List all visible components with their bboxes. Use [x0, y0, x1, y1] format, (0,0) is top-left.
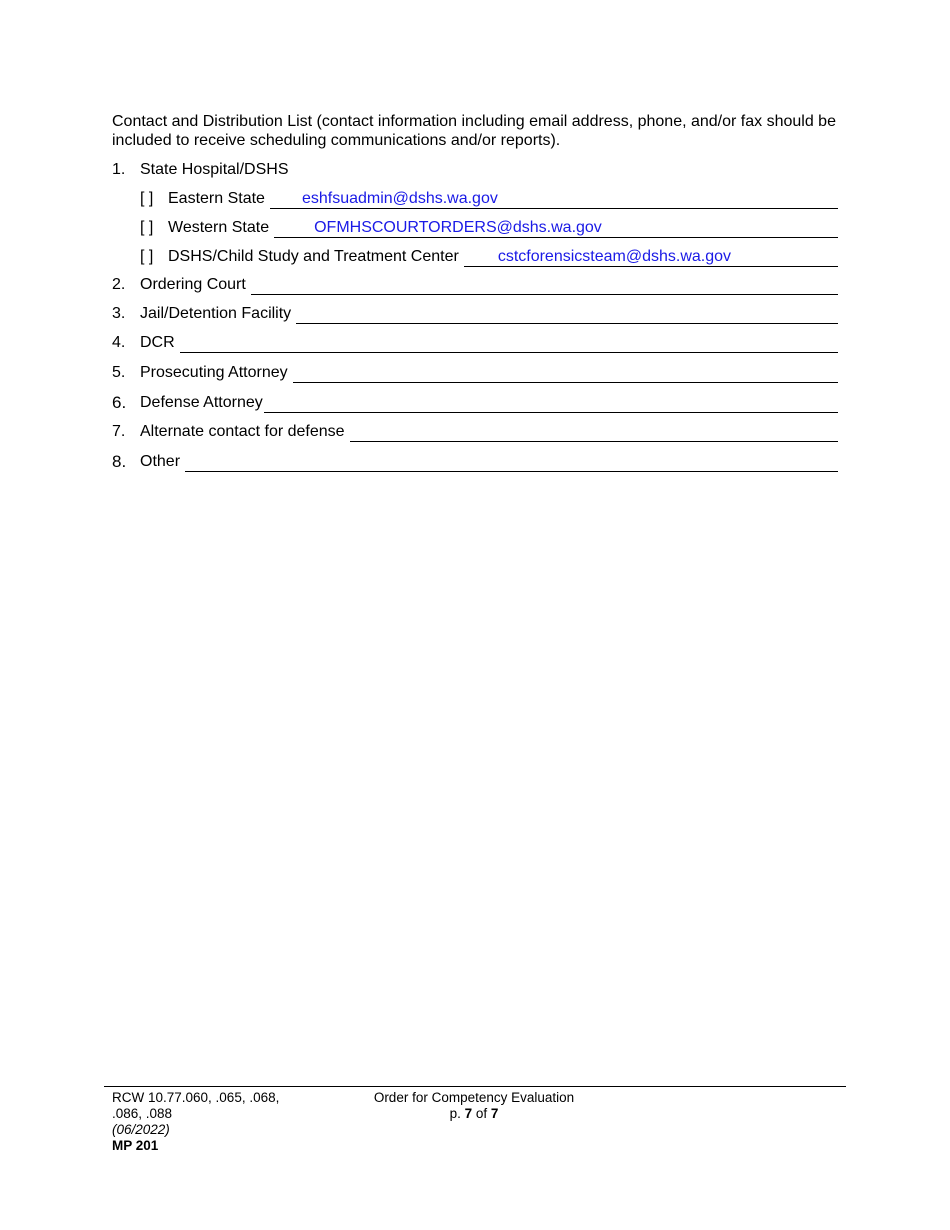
- list-item-1: [112, 160, 838, 180]
- list-item-3: [112, 304, 838, 324]
- item-number: 6.: [112, 393, 127, 412]
- page-current: 7: [464, 1106, 473, 1121]
- list-item-6: [112, 393, 838, 413]
- sub-item-label: DSHS/Child Study and Treatment Center: [168, 248, 459, 265]
- jail-detention-field[interactable]: [296, 305, 838, 324]
- child-study-field[interactable]: [464, 248, 838, 267]
- sub-item-label: Western State: [168, 219, 270, 236]
- form-code: MP 201: [112, 1138, 159, 1153]
- list-item-7: [112, 422, 838, 442]
- item-label: Other: [140, 453, 181, 470]
- item-number: 1.: [112, 161, 126, 178]
- item-number: 3.: [112, 305, 126, 322]
- item-label: Defense Attorney: [140, 394, 263, 411]
- list-item-2: [112, 275, 838, 295]
- form-date: (06/2022): [112, 1122, 170, 1137]
- item-label: DCR: [140, 334, 175, 351]
- alternate-contact-field[interactable]: [350, 423, 838, 442]
- rcw-line-1: RCW 10.77.060, .065, .068,: [112, 1090, 280, 1105]
- sub-item-label: Eastern State: [168, 190, 265, 207]
- rcw-line-2: .086, .088: [112, 1106, 173, 1121]
- form-title: Order for Competency Evaluation: [373, 1090, 575, 1105]
- eastern-state-field[interactable]: [270, 190, 838, 209]
- item-label: Alternate contact for defense: [140, 423, 345, 440]
- footer-divider: [104, 1086, 846, 1087]
- item-label: Jail/Detention Facility: [140, 305, 292, 322]
- footer-title-block: [350, 1090, 598, 1122]
- list-item-5: [112, 363, 838, 383]
- item-label: Prosecuting Attorney: [140, 364, 288, 381]
- sub-item-western-state: [140, 218, 838, 238]
- eastern-state-checkbox[interactable]: [ ]: [140, 190, 154, 207]
- list-item-4: [112, 333, 838, 353]
- item-number: 8.: [112, 452, 127, 471]
- item-label: Ordering Court: [140, 276, 246, 293]
- page-number: [350, 1106, 598, 1122]
- western-state-checkbox[interactable]: [ ]: [140, 219, 154, 236]
- child-study-checkbox[interactable]: [ ]: [140, 248, 154, 265]
- item-number: 2.: [112, 276, 126, 293]
- item-label: State Hospital/DSHS: [140, 161, 289, 178]
- other-field[interactable]: [185, 453, 838, 472]
- child-study-email[interactable]: cstcforensicsteam@dshs.wa.gov: [497, 248, 732, 265]
- sub-item-eastern-state: [140, 189, 838, 209]
- footer-citation: [112, 1090, 279, 1154]
- item-number: 5.: [112, 364, 126, 381]
- eastern-state-email[interactable]: eshfsuadmin@dshs.wa.gov: [301, 190, 498, 207]
- page-prefix: p.: [449, 1106, 461, 1121]
- sub-item-child-study: [140, 247, 838, 267]
- western-state-email[interactable]: OFMHSCOURTORDERS@dshs.wa.gov: [314, 219, 602, 236]
- prosecuting-attorney-field[interactable]: [293, 364, 838, 383]
- page-of: of: [475, 1106, 488, 1121]
- list-item-8: [112, 452, 838, 472]
- item-number: 7.: [112, 423, 126, 440]
- ordering-court-field[interactable]: [251, 276, 838, 295]
- intro-paragraph: Contact and Distribution List (contact information including email address, phone, and/or fax should be included to receive scheduling communications and/or reports).: [112, 113, 836, 149]
- western-state-field[interactable]: [274, 219, 838, 238]
- page-total: 7: [490, 1106, 499, 1121]
- dcr-field[interactable]: [180, 334, 838, 353]
- item-number: 4.: [112, 334, 126, 351]
- defense-attorney-field[interactable]: [264, 394, 838, 413]
